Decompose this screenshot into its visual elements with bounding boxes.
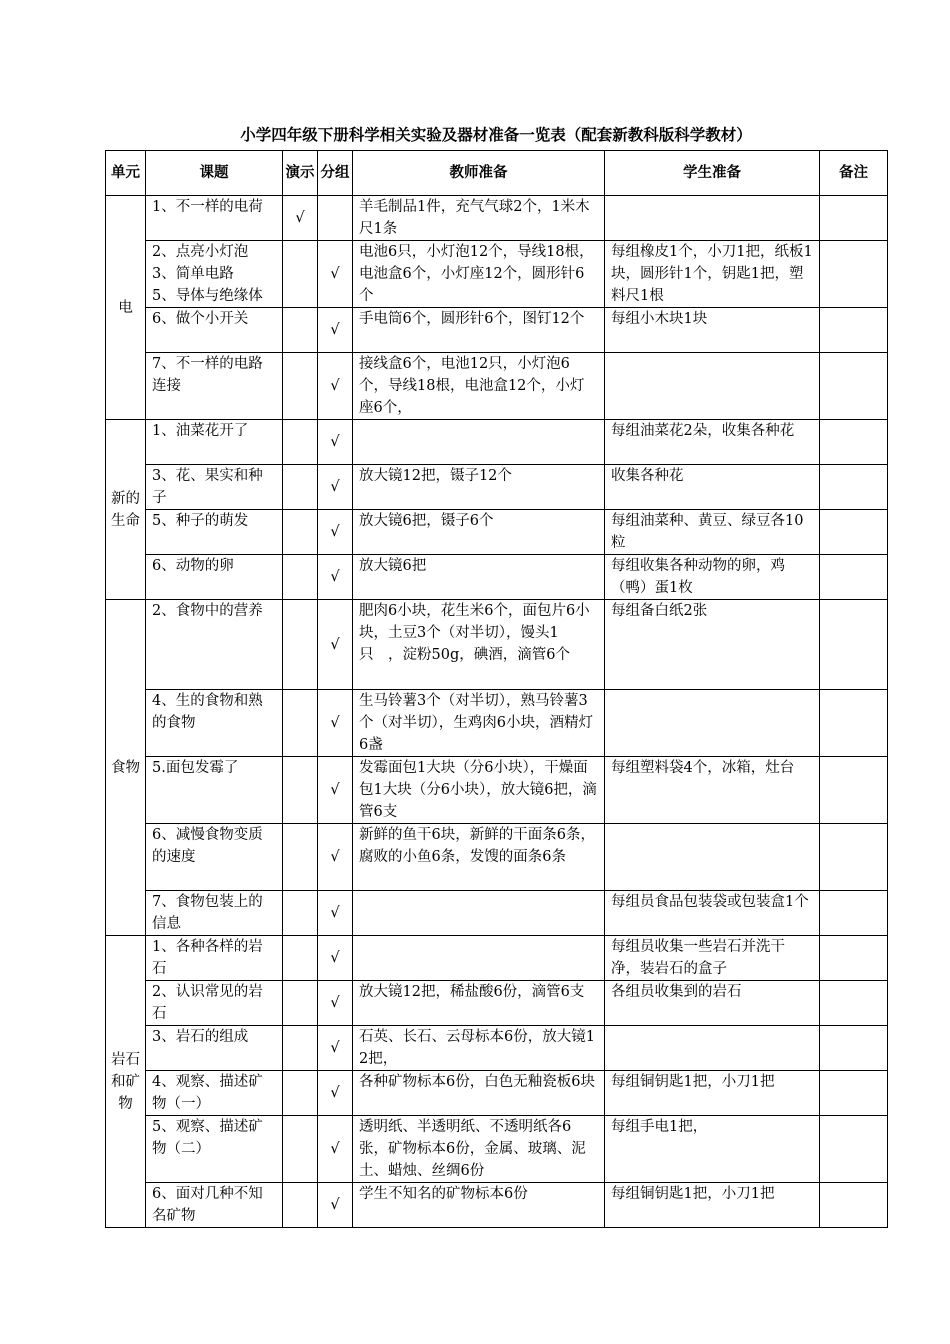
group-mark-cell: √ bbox=[318, 1183, 353, 1228]
teacher-prep-cell: 放大镜6把，镊子6个 bbox=[353, 510, 605, 555]
student-prep-cell: 每组手电1把， bbox=[605, 1116, 820, 1183]
table-row bbox=[106, 891, 888, 936]
group-mark-cell: √ bbox=[318, 1071, 353, 1116]
group-mark-cell: √ bbox=[318, 465, 353, 510]
unit-cell: 食物 bbox=[106, 600, 146, 936]
unit-cell: 新的生命 bbox=[106, 420, 146, 600]
table-row bbox=[106, 1026, 888, 1071]
student-prep-cell bbox=[605, 690, 820, 757]
table-row bbox=[106, 1116, 888, 1183]
group-mark-cell: √ bbox=[318, 353, 353, 420]
lesson-cell: 2、认识常见的岩石 bbox=[146, 981, 283, 1026]
teacher-prep-cell: 手电筒6个，圆形针6个，图钉12个 bbox=[353, 308, 605, 353]
table-row bbox=[106, 308, 888, 353]
group-mark-cell: √ bbox=[318, 891, 353, 936]
student-prep-cell: 每组铜钥匙1把，小刀1把 bbox=[605, 1183, 820, 1228]
note-cell bbox=[820, 891, 888, 936]
demo-mark-cell bbox=[283, 353, 318, 420]
demo-mark-cell bbox=[283, 1026, 318, 1071]
student-prep-cell bbox=[605, 196, 820, 241]
demo-mark-cell bbox=[283, 936, 318, 981]
demo-mark-cell bbox=[283, 981, 318, 1026]
header-demo: 演示 bbox=[283, 151, 318, 196]
student-prep-cell: 每组员收集一些岩石并洗干净，装岩石的盒子 bbox=[605, 936, 820, 981]
student-prep-cell: 每组油菜花2朵，收集各种花 bbox=[605, 420, 820, 465]
lesson-cell: 7、食物包装上的信息 bbox=[146, 891, 283, 936]
demo-mark-cell bbox=[283, 1071, 318, 1116]
lesson-cell: 5、观察、描述矿物（二） bbox=[146, 1116, 283, 1183]
lesson-cell: 3、花、果实和种子 bbox=[146, 465, 283, 510]
lesson-cell: 2、点亮小灯泡 3、简单电路 5、导体与绝缘体 bbox=[146, 241, 283, 308]
student-prep-cell bbox=[605, 1026, 820, 1071]
table-row bbox=[106, 241, 888, 308]
group-mark-cell: √ bbox=[318, 241, 353, 308]
header-row bbox=[106, 151, 888, 196]
table-row bbox=[106, 936, 888, 981]
note-cell bbox=[820, 196, 888, 241]
teacher-prep-cell: 放大镜12把，镊子12个 bbox=[353, 465, 605, 510]
table-row bbox=[106, 757, 888, 824]
student-prep-cell: 每组橡皮1个，小刀1把，纸板1块，圆形针1个，钥匙1把，塑料尺1根 bbox=[605, 241, 820, 308]
teacher-prep-cell: 放大镜12把，稀盐酸6份，滴管6支 bbox=[353, 981, 605, 1026]
demo-mark-cell bbox=[283, 555, 318, 600]
note-cell bbox=[820, 690, 888, 757]
demo-mark-cell bbox=[283, 510, 318, 555]
demo-mark-cell bbox=[283, 824, 318, 891]
lesson-cell: 6、动物的卵 bbox=[146, 555, 283, 600]
group-mark-cell: √ bbox=[318, 555, 353, 600]
student-prep-cell: 每组小木块1块 bbox=[605, 308, 820, 353]
teacher-prep-cell: 学生不知名的矿物标本6份 bbox=[353, 1183, 605, 1228]
group-mark-cell: √ bbox=[318, 824, 353, 891]
teacher-prep-cell bbox=[353, 891, 605, 936]
group-mark-cell: √ bbox=[318, 308, 353, 353]
table-row bbox=[106, 981, 888, 1026]
group-mark-cell: √ bbox=[318, 690, 353, 757]
teacher-prep-cell: 石英、长石、云母标本6份，放大镜12把， bbox=[353, 1026, 605, 1071]
note-cell bbox=[820, 353, 888, 420]
header-student: 学生准备 bbox=[605, 151, 820, 196]
student-prep-cell: 每组铜钥匙1把，小刀1把 bbox=[605, 1071, 820, 1116]
unit-cell: 岩石和矿物 bbox=[106, 936, 146, 1228]
note-cell bbox=[820, 757, 888, 824]
group-mark-cell: √ bbox=[318, 936, 353, 981]
lesson-cell: 6、减慢食物变质的速度 bbox=[146, 824, 283, 891]
student-prep-cell: 每组员食品包装袋或包装盒1个 bbox=[605, 891, 820, 936]
group-mark-cell: √ bbox=[318, 981, 353, 1026]
header-unit: 单元 bbox=[106, 151, 146, 196]
table-row bbox=[106, 465, 888, 510]
lesson-cell: 3、岩石的组成 bbox=[146, 1026, 283, 1071]
demo-mark-cell bbox=[283, 420, 318, 465]
student-prep-cell: 收集各种花 bbox=[605, 465, 820, 510]
lesson-cell: 5.面包发霉了 bbox=[146, 757, 283, 824]
lesson-cell: 1、各种各样的岩石 bbox=[146, 936, 283, 981]
group-mark-cell: √ bbox=[318, 510, 353, 555]
demo-mark-cell bbox=[283, 757, 318, 824]
teacher-prep-cell bbox=[353, 420, 605, 465]
demo-mark-cell bbox=[283, 600, 318, 690]
note-cell bbox=[820, 824, 888, 891]
note-cell bbox=[820, 1026, 888, 1071]
teacher-prep-cell: 羊毛制品1件，充气气球2个，1米木尺1条 bbox=[353, 196, 605, 241]
table-row bbox=[106, 824, 888, 891]
demo-mark-cell bbox=[283, 891, 318, 936]
student-prep-cell: 每组塑料袋4个，冰箱，灶台 bbox=[605, 757, 820, 824]
lesson-cell: 5、种子的萌发 bbox=[146, 510, 283, 555]
lesson-cell: 7、不一样的电路连接 bbox=[146, 353, 283, 420]
demo-mark-cell bbox=[283, 1116, 318, 1183]
teacher-prep-cell: 发霉面包1大块（分6小块），干燥面包1大块（分6小块），放大镜6把，滴管6支 bbox=[353, 757, 605, 824]
lesson-cell: 1、不一样的电荷 bbox=[146, 196, 283, 241]
note-cell bbox=[820, 981, 888, 1026]
header-note: 备注 bbox=[820, 151, 888, 196]
header-group: 分组 bbox=[318, 151, 353, 196]
table-row bbox=[106, 600, 888, 690]
note-cell bbox=[820, 1183, 888, 1228]
lesson-cell: 1、油菜花开了 bbox=[146, 420, 283, 465]
student-prep-cell bbox=[605, 353, 820, 420]
lesson-cell: 6、做个小开关 bbox=[146, 308, 283, 353]
group-mark-cell bbox=[318, 196, 353, 241]
demo-mark-cell bbox=[283, 690, 318, 757]
teacher-prep-cell: 肥肉6小块，花生米6个，面包片6小块，土豆3个（对半切），馒头1只 ，淀粉50g，碘酒，滴管6个 bbox=[353, 600, 605, 690]
table-row bbox=[106, 510, 888, 555]
teacher-prep-cell: 电池6只，小灯泡12个，导线18根，电池盒6个，小灯座12个，圆形针6个 bbox=[353, 241, 605, 308]
header-teacher: 教师准备 bbox=[353, 151, 605, 196]
demo-mark-cell bbox=[283, 241, 318, 308]
demo-mark-cell bbox=[283, 465, 318, 510]
student-prep-cell: 各组员收集到的岩石 bbox=[605, 981, 820, 1026]
document-title: 小学四年级下册科学相关实验及器材准备一览表（配套新教科版科学教材） bbox=[240, 125, 752, 144]
lesson-cell: 6、面对几种不知名矿物 bbox=[146, 1183, 283, 1228]
group-mark-cell: √ bbox=[318, 1116, 353, 1183]
teacher-prep-cell: 放大镜6把 bbox=[353, 555, 605, 600]
note-cell bbox=[820, 555, 888, 600]
note-cell bbox=[820, 308, 888, 353]
note-cell bbox=[820, 241, 888, 308]
demo-mark-cell: √ bbox=[283, 196, 318, 241]
student-prep-cell bbox=[605, 824, 820, 891]
teacher-prep-cell: 透明纸、半透明纸、不透明纸各6张，矿物标本6份，金属、玻璃、泥土、蜡烛、丝绸6份 bbox=[353, 1116, 605, 1183]
equipment-table bbox=[105, 150, 888, 1228]
note-cell bbox=[820, 600, 888, 690]
table-row bbox=[106, 1183, 888, 1228]
demo-mark-cell bbox=[283, 1183, 318, 1228]
header-lesson: 课题 bbox=[146, 151, 283, 196]
table-row bbox=[106, 196, 888, 241]
table-row bbox=[106, 420, 888, 465]
table-row bbox=[106, 1071, 888, 1116]
group-mark-cell: √ bbox=[318, 420, 353, 465]
note-cell bbox=[820, 420, 888, 465]
teacher-prep-cell: 生马铃薯3个（对半切），熟马铃薯3个（对半切），生鸡肉6小块，酒精灯6盏 bbox=[353, 690, 605, 757]
table-row bbox=[106, 353, 888, 420]
group-mark-cell: √ bbox=[318, 600, 353, 690]
group-mark-cell: √ bbox=[318, 757, 353, 824]
student-prep-cell: 每组收集各种动物的卵，鸡（鸭）蛋1枚 bbox=[605, 555, 820, 600]
teacher-prep-cell: 各种矿物标本6份，白色无釉瓷板6块 bbox=[353, 1071, 605, 1116]
table-row bbox=[106, 690, 888, 757]
student-prep-cell: 每组油菜种、黄豆、绿豆各10粒 bbox=[605, 510, 820, 555]
group-mark-cell: √ bbox=[318, 1026, 353, 1071]
note-cell bbox=[820, 936, 888, 981]
teacher-prep-cell bbox=[353, 936, 605, 981]
table-row bbox=[106, 555, 888, 600]
unit-cell: 电 bbox=[106, 196, 146, 420]
teacher-prep-cell: 新鲜的鱼干6块，新鲜的干面条6条，腐败的小鱼6条，发馊的面条6条 bbox=[353, 824, 605, 891]
lesson-cell: 2、食物中的营养 bbox=[146, 600, 283, 690]
teacher-prep-cell: 接线盒6个，电池12只，小灯泡6个，导线18根，电池盒12个，小灯座6个， bbox=[353, 353, 605, 420]
note-cell bbox=[820, 1071, 888, 1116]
note-cell bbox=[820, 465, 888, 510]
student-prep-cell: 每组备白纸2张 bbox=[605, 600, 820, 690]
demo-mark-cell bbox=[283, 308, 318, 353]
note-cell bbox=[820, 1116, 888, 1183]
lesson-cell: 4、生的食物和熟的食物 bbox=[146, 690, 283, 757]
lesson-cell: 4、观察、描述矿物（一） bbox=[146, 1071, 283, 1116]
note-cell bbox=[820, 510, 888, 555]
